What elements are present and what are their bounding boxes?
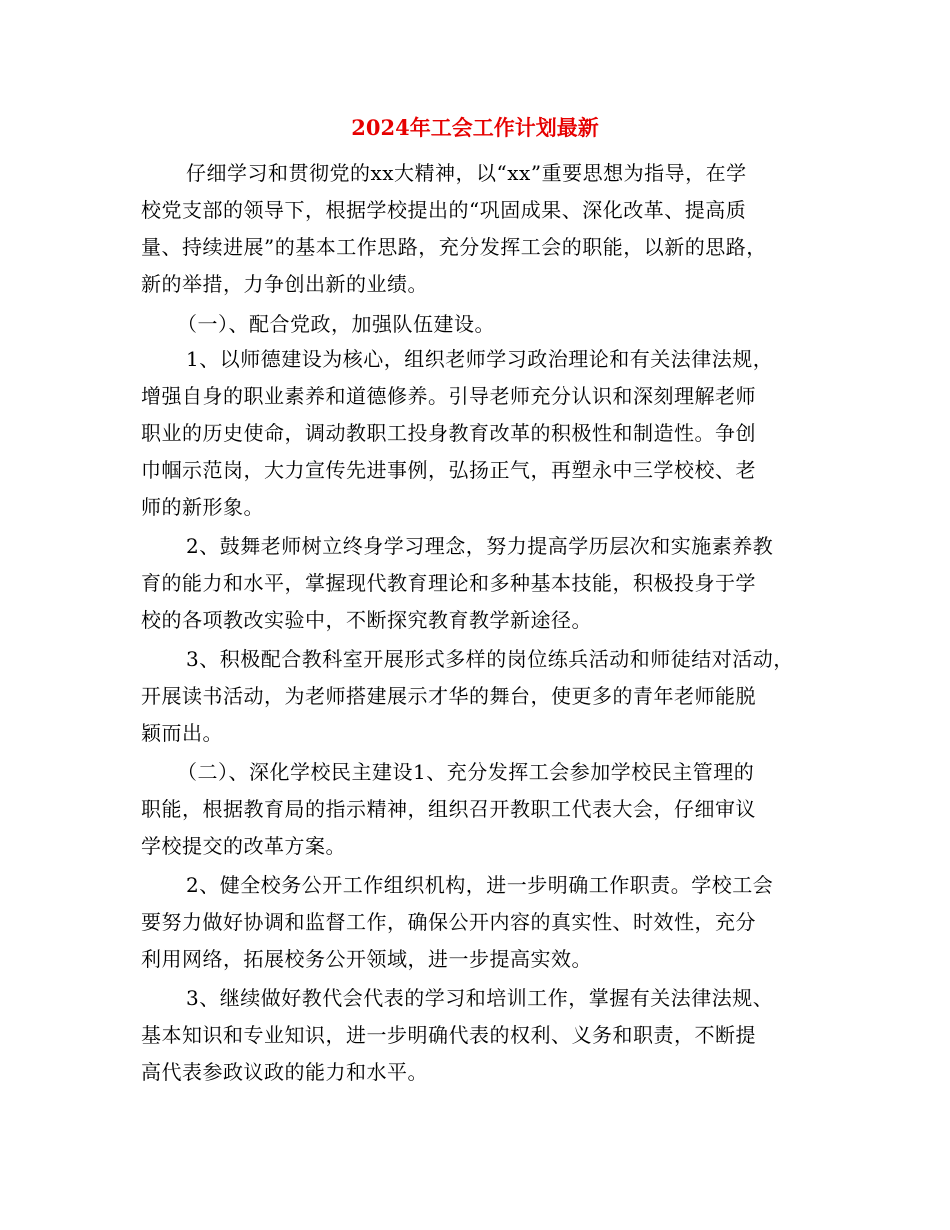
paragraph-line: 职能，根据教育局的指示精神，组织召开教职工代表大会，仔细审议: [141, 797, 756, 821]
paragraph-line: 校党支部的领导下，根据学校提出的“巩固成果、深化改革、提高质: [141, 198, 747, 222]
paragraph-line: 师的新形象。: [141, 495, 264, 519]
paragraph-line: 育的能力和水平，掌握现代教育理论和多种基本技能，积极投身于学: [141, 571, 756, 595]
paragraph-line: 新的举措，力争创出新的业绩。: [141, 272, 428, 296]
paragraph-line: 开展读书活动，为老师搭建展示才华的舞台，使更多的青年老师能脱: [141, 684, 756, 708]
paragraph-line: 2、鼓舞老师树立终身学习理念，努力提高学历层次和实施素养教: [186, 534, 774, 558]
paragraph-line: 仔细学习和贯彻党的xx大精神，以“xx”重要思想为指导，在学: [186, 161, 747, 185]
paragraph-line: 2、健全校务公开工作组织机构，进一步明确工作职责。学校工会: [186, 873, 774, 897]
paragraph-line: 要努力做好协调和监督工作，确保公开内容的真实性、时效性，充分: [141, 910, 756, 934]
paragraph-line: 3、积极配合教科室开展形式多样的岗位练兵活动和师徒结对活动，: [186, 647, 794, 671]
paragraph-line: 量、持续进展”的基本工作思路，充分发挥工会的职能，以新的思路，: [141, 235, 767, 259]
paragraph-line: 巾帼示范岗，大力宣传先进事例，弘扬正气，再塑永中三学校校、老: [141, 458, 756, 482]
paragraph-line: 职业的历史使命，调动教职工投身教育改革的积极性和制造性。争创: [141, 421, 756, 445]
section-heading: （一）、配合党政，加强队伍建设。: [177, 312, 495, 336]
section-heading: （二）、深化学校民主建设1、充分发挥工会参加学校民主管理的: [177, 760, 755, 784]
paragraph-line: 学校提交的改革方案。: [141, 834, 346, 858]
paragraph-line: 增强自身的职业素养和道德修养。引导老师充分认识和深刻理解老师: [141, 384, 756, 408]
document-title: 2024年工会工作计划最新: [351, 115, 599, 140]
paragraph-line: 校的各项教改实验中，不断探究教育教学新途径。: [141, 608, 592, 632]
paragraph-line: 高代表参政议政的能力和水平。: [141, 1060, 428, 1084]
paragraph-line: 颖而出。: [141, 721, 223, 745]
paragraph-line: 3、继续做好教代会代表的学习和培训工作，掌握有关法律法规、: [186, 986, 774, 1010]
paragraph-line: 1、以师德建设为核心，组织老师学习政治理论和有关法律法规，: [186, 347, 774, 371]
paragraph-line: 基本知识和专业知识，进一步明确代表的权利、义务和职责，不断提: [141, 1023, 756, 1047]
paragraph-line: 利用网络，拓展校务公开领域，进一步提高实效。: [141, 947, 592, 971]
